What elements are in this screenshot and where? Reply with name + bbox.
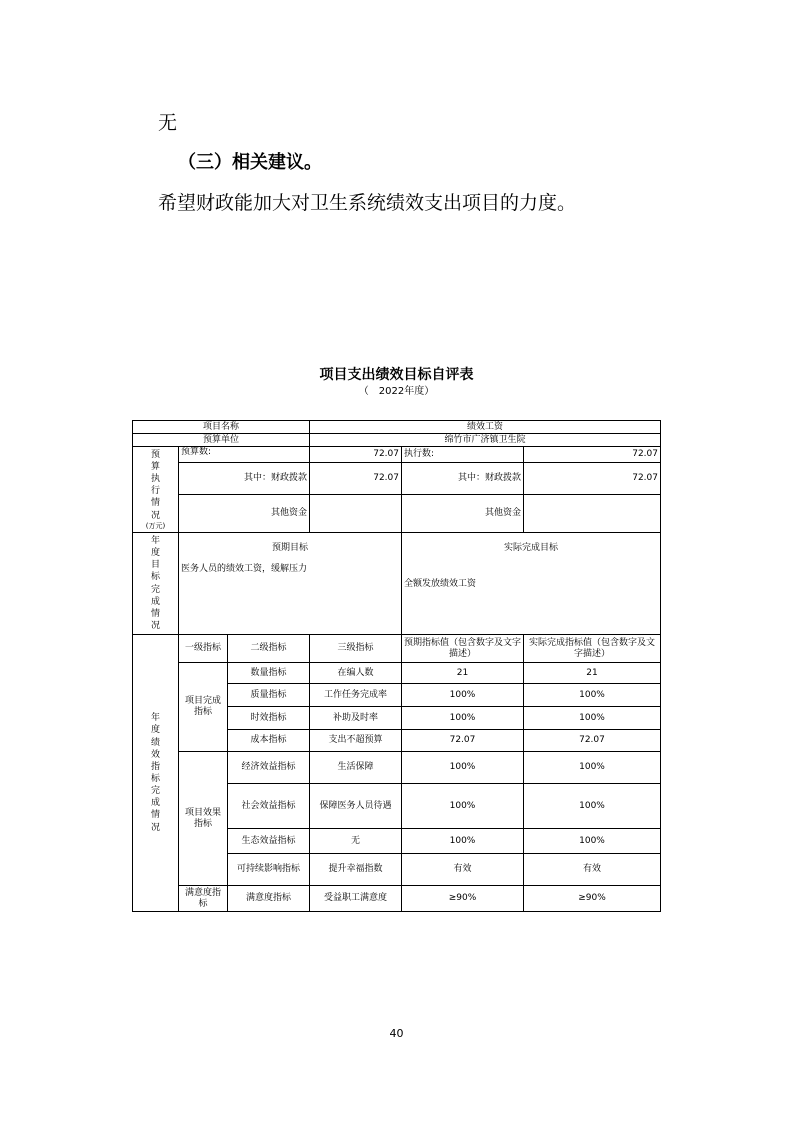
- actual-value-cell: 72.07: [524, 730, 661, 752]
- table-row: [133, 421, 661, 434]
- header-level3: 三级指标: [310, 635, 402, 663]
- page-number: 40: [389, 1027, 404, 1040]
- form-title: 项目支出绩效目标自评表: [319, 367, 474, 383]
- actual-value-cell: 21: [524, 663, 661, 684]
- expected-value-cell: 100%: [402, 684, 524, 707]
- actual-value-cell: 100%: [524, 784, 661, 829]
- level3-cell: 生活保障: [310, 752, 402, 784]
- exec-amount-value: 72.07: [524, 447, 661, 463]
- table-row: [133, 434, 661, 447]
- other-funds-budget-value: [310, 495, 402, 533]
- actual-goal-header: 实际完成目标: [503, 543, 558, 553]
- fiscal-budget-label: 其中：财政拨款: [179, 463, 310, 495]
- level2-cell: 经济效益指标: [228, 752, 310, 784]
- level3-cell: 保障医务人员待遇: [310, 784, 402, 829]
- level1-output: 项目完成指标: [179, 663, 228, 752]
- other-funds-budget-label: 其他资金: [179, 495, 310, 533]
- expected-value-cell: 100%: [402, 752, 524, 784]
- actual-value-cell: 100%: [524, 752, 661, 784]
- actual-value-cell: 100%: [524, 829, 661, 854]
- paragraph-none: 无: [158, 112, 178, 134]
- expected-goal-text: 医务人员的绩效工资，缓解压力: [181, 563, 308, 574]
- self-evaluation-table: [132, 420, 661, 912]
- actual-value-cell: 100%: [524, 684, 661, 707]
- expected-value-cell: ≥90%: [402, 886, 524, 912]
- level2-cell: 成本指标: [228, 730, 310, 752]
- indicator-section-label: 年度绩效指标完成情况: [133, 635, 179, 912]
- fiscal-exec-label: 其中：财政拨款: [402, 463, 524, 495]
- expected-value-cell: 100%: [402, 784, 524, 829]
- other-funds-exec-value: [524, 495, 661, 533]
- level2-cell: 质量指标: [228, 684, 310, 707]
- level3-cell: 支出不超预算: [310, 730, 402, 752]
- header-actual-value: 实际完成指标值（包含数字及文字描述）: [524, 635, 661, 663]
- expected-goal-header: 预期目标: [271, 543, 308, 553]
- project-name-label: 项目名称: [133, 421, 310, 434]
- level3-cell: 无: [310, 829, 402, 854]
- header-level1: 一级指标: [179, 635, 228, 663]
- actual-value-cell: 有效: [524, 854, 661, 886]
- table-row: [133, 752, 661, 784]
- budget-section-label: 预算执行情况 (万元): [133, 447, 179, 533]
- level1-satisfaction: 满意度指标: [179, 886, 228, 912]
- table-row: [133, 463, 661, 495]
- expected-value-cell: 72.07: [402, 730, 524, 752]
- expected-value-cell: 100%: [402, 707, 524, 730]
- table-row: [133, 447, 661, 463]
- header-expected-value: 预期指标值（包含数字及文字描述）: [402, 635, 524, 663]
- actual-goal-text: 全额发放绩效工资: [404, 578, 477, 589]
- level2-cell: 可持续影响指标: [228, 854, 310, 886]
- fiscal-exec-value: 72.07: [524, 463, 661, 495]
- table-row: [133, 886, 661, 912]
- level3-cell: 工作任务完成率: [310, 684, 402, 707]
- table-row: [133, 533, 661, 635]
- fiscal-budget-value: 72.07: [310, 463, 402, 495]
- level2-cell: 数量指标: [228, 663, 310, 684]
- budget-amount-label: 预算数:: [179, 447, 310, 463]
- exec-amount-label: 执行数:: [402, 447, 524, 463]
- level3-cell: 在编人数: [310, 663, 402, 684]
- expected-value-cell: 21: [402, 663, 524, 684]
- other-funds-exec-label: 其他资金: [402, 495, 524, 533]
- level3-cell: 受益职工满意度: [310, 886, 402, 912]
- expected-value-cell: 有效: [402, 854, 524, 886]
- budget-unit-value: 绵竹市广济镇卫生院: [310, 434, 661, 447]
- level2-cell: 社会效益指标: [228, 784, 310, 829]
- actual-value-cell: 100%: [524, 707, 661, 730]
- level1-effect: 项目效果指标: [179, 752, 228, 886]
- level2-cell: 时效指标: [228, 707, 310, 730]
- project-name-value: 绩效工资: [310, 421, 661, 434]
- level3-cell: 补助及时率: [310, 707, 402, 730]
- annual-goal-section-label: 年度目标完成情况: [133, 533, 179, 635]
- expected-goal-cell: [179, 533, 402, 635]
- actual-goal-cell: [402, 533, 661, 635]
- form-year: （ 2022年度）: [358, 386, 435, 397]
- level2-cell: 满意度指标: [228, 886, 310, 912]
- level2-cell: 生态效益指标: [228, 829, 310, 854]
- header-level2: 二级指标: [228, 635, 310, 663]
- budget-amount-value: 72.07: [310, 447, 402, 463]
- table-row: [133, 635, 661, 663]
- level3-cell: 提升幸福指数: [310, 854, 402, 886]
- actual-value-cell: ≥90%: [524, 886, 661, 912]
- table-row: [133, 495, 661, 501]
- expected-value-cell: 100%: [402, 829, 524, 854]
- section-heading: （三）相关建议。: [178, 152, 322, 173]
- paragraph-suggestion: 希望财政能加大对卫生系统绩效支出项目的力度。: [158, 192, 577, 214]
- table-row: [133, 663, 661, 684]
- budget-unit-label: 预算单位: [133, 434, 310, 447]
